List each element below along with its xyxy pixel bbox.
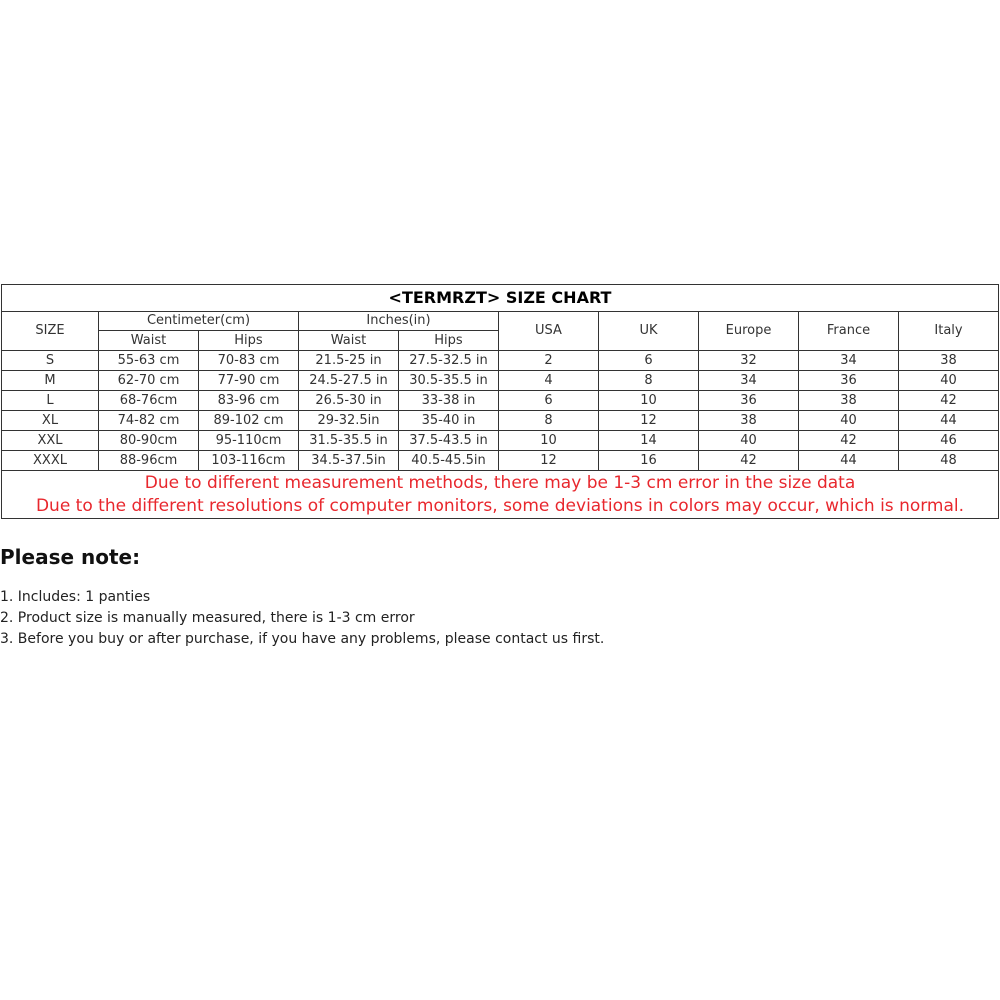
- hips-cm-cell: 103-116cm: [199, 451, 299, 471]
- size-cell: M: [2, 371, 99, 391]
- usa-cell: 2: [499, 351, 599, 371]
- europe-cell: 32: [699, 351, 799, 371]
- europe-cell: 36: [699, 391, 799, 411]
- italy-cell: 42: [899, 391, 999, 411]
- italy-cell: 48: [899, 451, 999, 471]
- waist-in-cell: 31.5-35.5 in: [299, 431, 399, 451]
- centimeter-group-header: Centimeter(cm): [99, 312, 299, 331]
- inches-group-header: Inches(in): [299, 312, 499, 331]
- usa-cell: 10: [499, 431, 599, 451]
- size-cell: L: [2, 391, 99, 411]
- france-cell: 34: [799, 351, 899, 371]
- hips-cm-cell: 70-83 cm: [199, 351, 299, 371]
- europe-cell: 34: [699, 371, 799, 391]
- size-chart-table: [1, 284, 999, 519]
- uk-cell: 12: [599, 411, 699, 431]
- hips-in-cell: 27.5-32.5 in: [399, 351, 499, 371]
- waist-in-cell: 26.5-30 in: [299, 391, 399, 411]
- italy-cell: 38: [899, 351, 999, 371]
- waist-cm-cell: 68-76cm: [99, 391, 199, 411]
- france-column-header: France: [799, 312, 899, 351]
- hips-cm-cell: 83-96 cm: [199, 391, 299, 411]
- table-row: [2, 431, 999, 451]
- hips-in-header: Hips: [399, 331, 499, 351]
- usa-column-header: USA: [499, 312, 599, 351]
- size-cell: XXXL: [2, 451, 99, 471]
- waist-cm-cell: 62-70 cm: [99, 371, 199, 391]
- hips-in-cell: 33-38 in: [399, 391, 499, 411]
- size-cell: S: [2, 351, 99, 371]
- hips-cm-header: Hips: [199, 331, 299, 351]
- hips-in-cell: 40.5-45.5in: [399, 451, 499, 471]
- waist-in-cell: 21.5-25 in: [299, 351, 399, 371]
- size-column-header: SIZE: [2, 312, 99, 351]
- europe-cell: 40: [699, 431, 799, 451]
- usa-cell: 4: [499, 371, 599, 391]
- waist-cm-cell: 74-82 cm: [99, 411, 199, 431]
- usa-cell: 12: [499, 451, 599, 471]
- size-cell: XL: [2, 411, 99, 431]
- hips-in-cell: 37.5-43.5 in: [399, 431, 499, 451]
- please-note-list: [0, 587, 604, 650]
- europe-column-header: Europe: [699, 312, 799, 351]
- usa-cell: 6: [499, 391, 599, 411]
- table-row: [2, 451, 999, 471]
- waist-in-cell: 29-32.5in: [299, 411, 399, 431]
- hips-cm-cell: 77-90 cm: [199, 371, 299, 391]
- hips-in-cell: 30.5-35.5 in: [399, 371, 499, 391]
- uk-cell: 14: [599, 431, 699, 451]
- france-cell: 40: [799, 411, 899, 431]
- uk-cell: 8: [599, 371, 699, 391]
- italy-cell: 44: [899, 411, 999, 431]
- uk-cell: 16: [599, 451, 699, 471]
- table-row: [2, 371, 999, 391]
- italy-cell: 46: [899, 431, 999, 451]
- hips-cm-cell: 95-110cm: [199, 431, 299, 451]
- france-cell: 36: [799, 371, 899, 391]
- color-deviation-note: Due to the different resolutions of computer monitors, some deviations in colors may occur, which is normal.: [35, 495, 965, 516]
- hips-in-cell: 35-40 in: [399, 411, 499, 431]
- usa-cell: 8: [499, 411, 599, 431]
- uk-cell: 6: [599, 351, 699, 371]
- size-chart-title: <TERMRZT> SIZE CHART: [2, 285, 999, 312]
- europe-cell: 38: [699, 411, 799, 431]
- italy-column-header: Italy: [899, 312, 999, 351]
- waist-in-cell: 24.5-27.5 in: [299, 371, 399, 391]
- table-row: [2, 351, 999, 371]
- waist-in-cell: 34.5-37.5in: [299, 451, 399, 471]
- france-cell: 38: [799, 391, 899, 411]
- france-cell: 44: [799, 451, 899, 471]
- hips-cm-cell: 89-102 cm: [199, 411, 299, 431]
- uk-column-header: UK: [599, 312, 699, 351]
- table-row: [2, 411, 999, 431]
- size-cell: XXL: [2, 431, 99, 451]
- list-item: 3. Before you buy or after purchase, if you have any problems, please contact us first.: [0, 631, 605, 647]
- waist-cm-cell: 88-96cm: [99, 451, 199, 471]
- uk-cell: 10: [599, 391, 699, 411]
- please-note-heading: Please note:: [0, 545, 141, 569]
- size-chart-disclaimer: [2, 471, 999, 519]
- list-item: 2. Product size is manually measured, there is 1-3 cm error: [0, 610, 415, 626]
- europe-cell: 42: [699, 451, 799, 471]
- waist-cm-header: Waist: [99, 331, 199, 351]
- list-item: 1. Includes: 1 panties: [0, 589, 151, 605]
- measurement-error-note: Due to different measurement methods, there may be 1-3 cm error in the size data: [144, 472, 856, 493]
- table-row: [2, 391, 999, 411]
- waist-in-header: Waist: [299, 331, 399, 351]
- france-cell: 42: [799, 431, 899, 451]
- italy-cell: 40: [899, 371, 999, 391]
- waist-cm-cell: 55-63 cm: [99, 351, 199, 371]
- waist-cm-cell: 80-90cm: [99, 431, 199, 451]
